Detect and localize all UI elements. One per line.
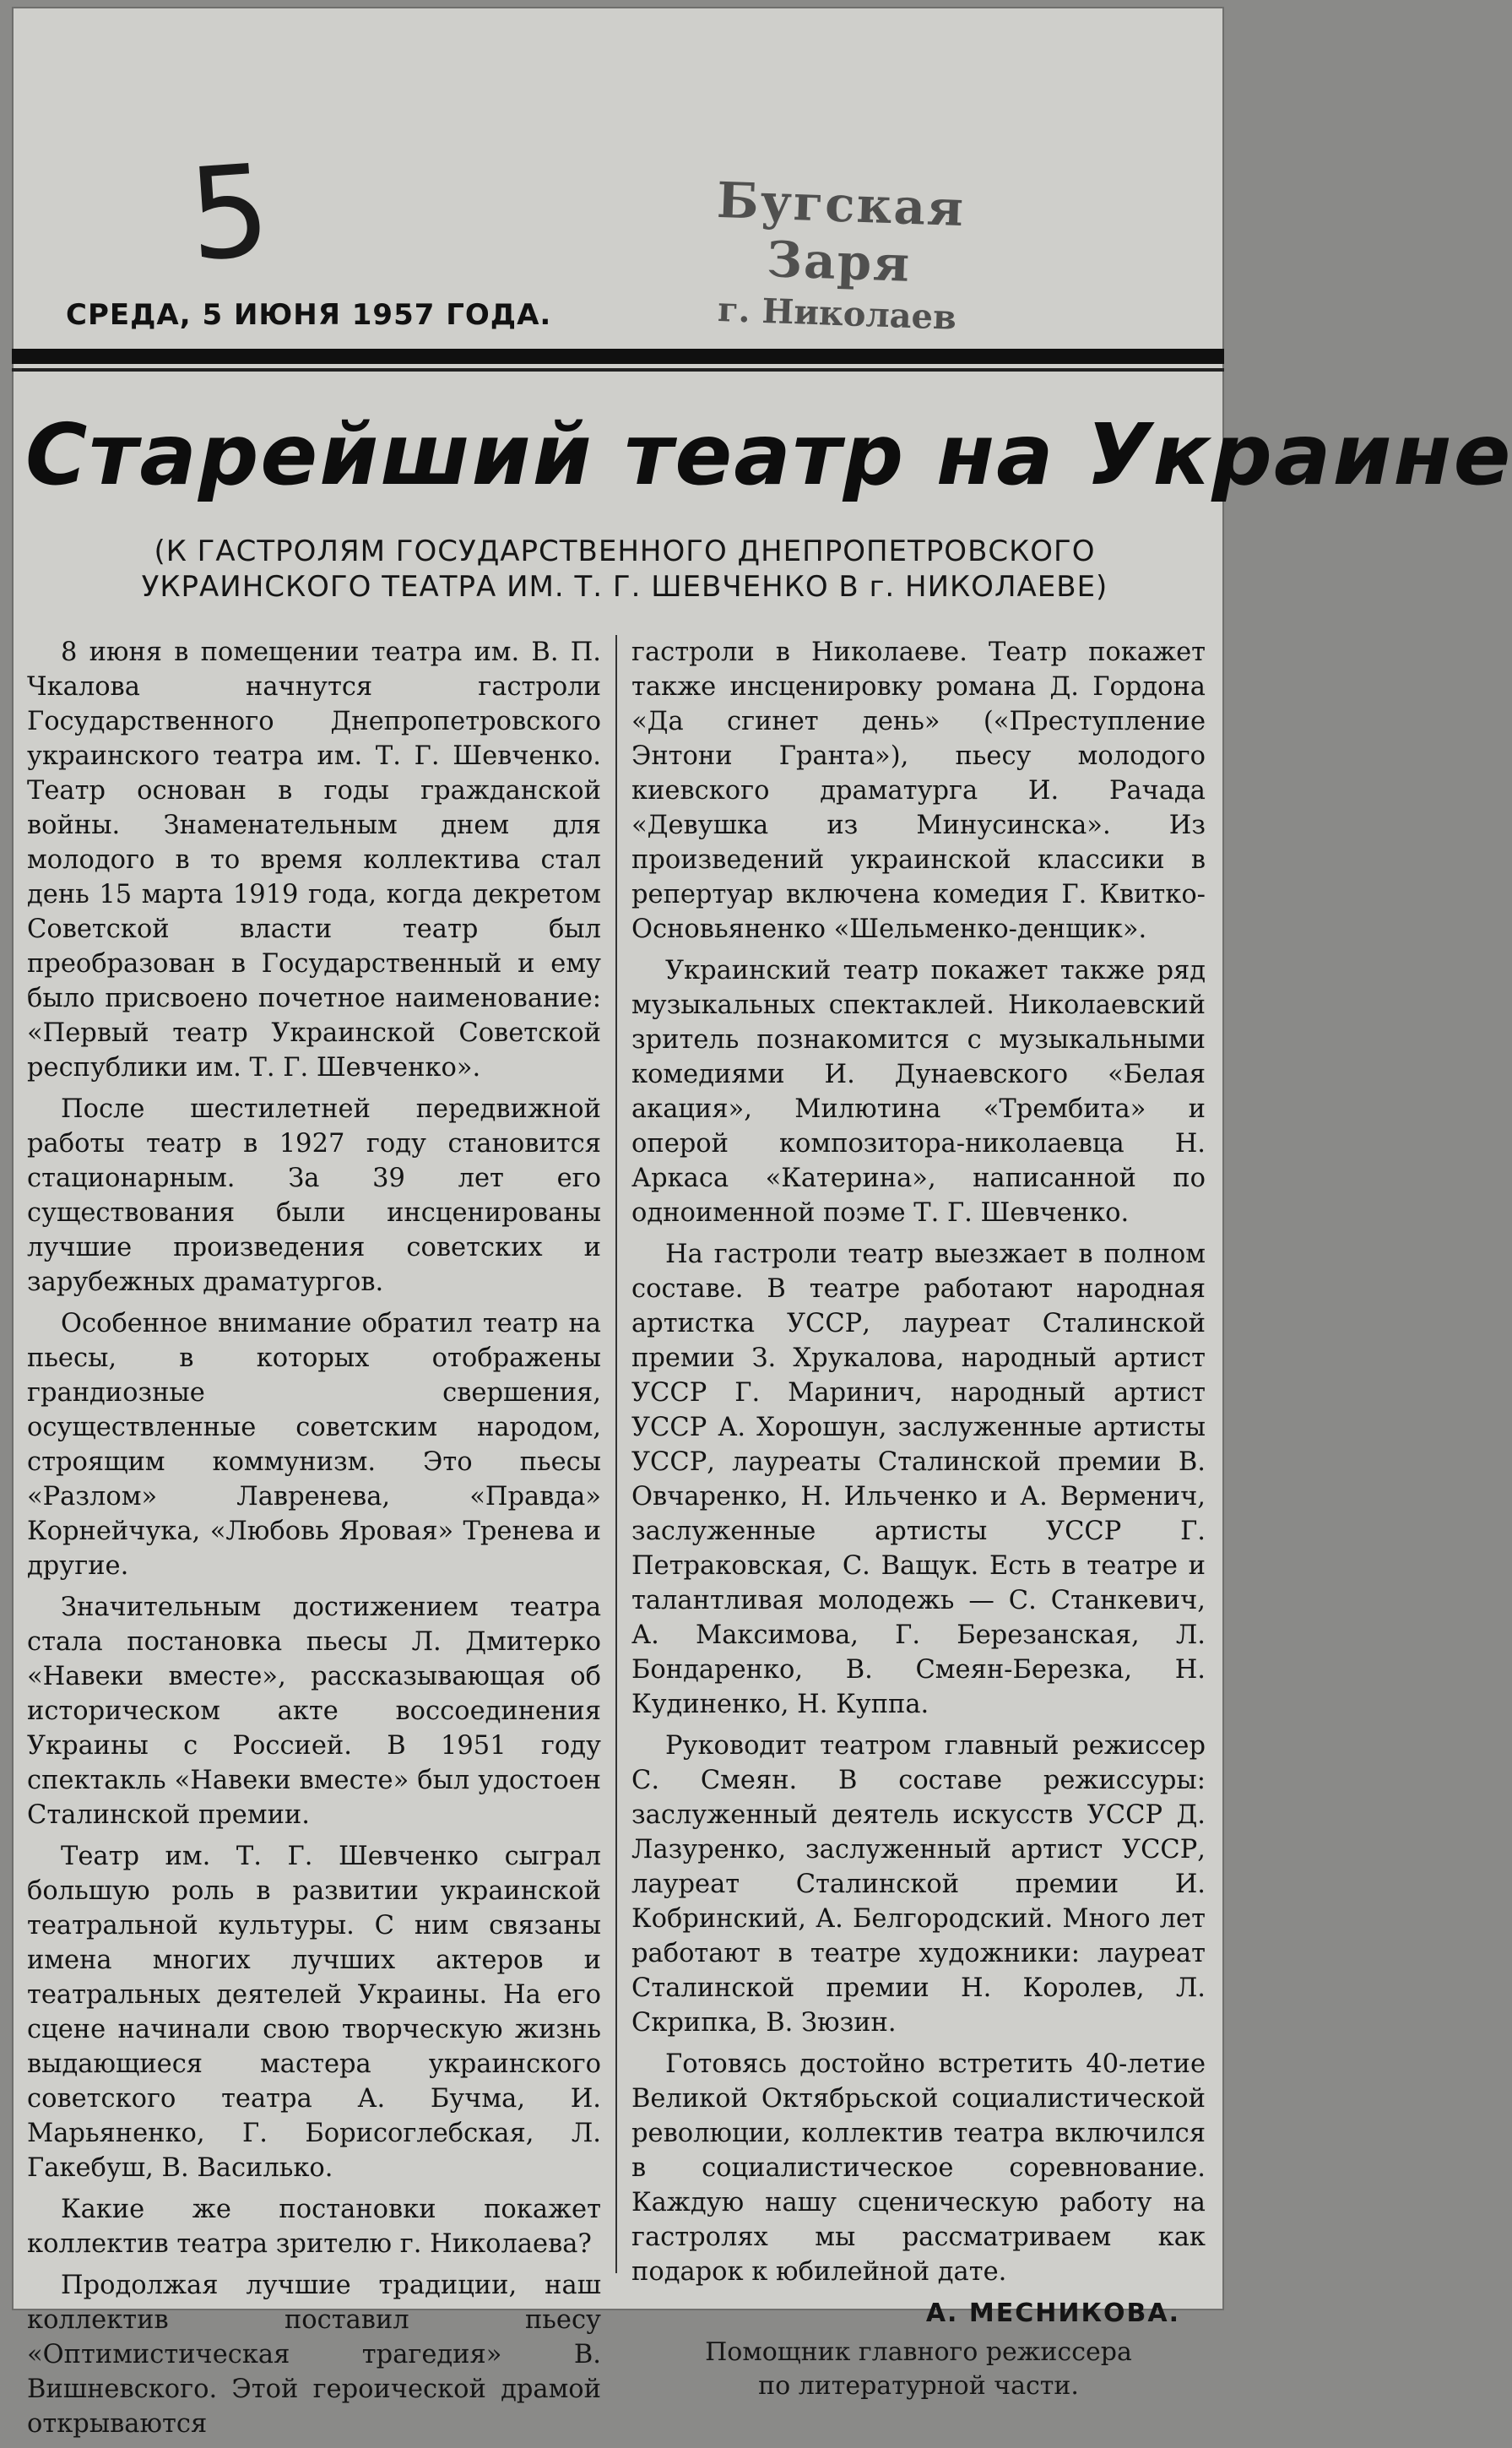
article-subheading	[51, 534, 1199, 605]
paragraph: Особенное внимание обратил театр на пьесы, в которых отображены грандиозные свершения, осуществленные советским народом, строящим коммунизм. Это пьесы «Разлом» Лавренева, «Правда» Корнейчука, «Любовь Яровая» Тренева и другие.	[27, 1309, 601, 1581]
subheading-line-2: УКРАИНСКОГО ТЕАТРА ИМ. Т. Г. ШЕВЧЕНКО В г. НИКОЛАЕВЕ)	[141, 570, 1108, 604]
article-column-right	[631, 635, 1206, 2403]
newspaper-stamp	[651, 169, 1027, 339]
paragraph: Руководит театром главный режиссер С. Смеян. В составе режиссуры: заслуженный деятель искусств УССР Д. Лазуренко, заслуженный артист УССР, лауреат Сталинской премии И. Кобринский, А. Белгородский. Много лет работают в театре художники: лауреат Сталинской премии Н. Королев, Л. Скрипка, В. Зюзин.	[631, 1731, 1206, 2038]
paragraph: После шестилетней передвижной работы театр в 1927 году становится стационарным. За 39 лет его существования были инсценированы лучшие произведения советских и зарубежных драматургов.	[27, 1094, 601, 1297]
paragraph: 8 июня в помещении театра им. В. П. Чкалова начнутся гастроли Государственного Днепропетровского украинского театра им. Т. Г. Шевченко. Театр основан в годы гражданской войны. Знаменательным днем для молодого в то время коллектива стал день 15 марта 1919 года, когда декретом Советской власти театр был преобразован в Государственный и ему было присвоено почетное наименование: «Первый театр Украинской Советской республики им. Т. Г. Шевченко».	[27, 638, 601, 1083]
author-role-line-1: Помощник главного режиссера	[705, 2337, 1132, 2367]
masthead-thick-rule	[12, 349, 1224, 364]
paragraph: Какие же постановки покажет коллектив театра зрителю г. Николаева?	[27, 2195, 601, 2259]
article-headline: Старейший театр на Украине	[25, 405, 1512, 504]
stamp-newspaper-name: Бугская Заря	[716, 171, 967, 293]
paragraph: Театр им. Т. Г. Шевченко сыграл большую роль в развитии украинской театральной культуры. С ним связаны имена многих лучших актеров и театральных деятелей Украины. На его сцене начинали свою творческую жизнь выдающиеся мастера украинского советского театра А. Бучма, И. Марьяненко, Г. Борисоглебская, Л. Гакебуш, В. Василько.	[27, 1842, 601, 2183]
paragraph: Готовясь достойно встретить 40-летие Великой Октябрьской социалистической революции, коллектив театра включился в социалистическое соревнование. Каждую нашу сценическую работу на гастролях мы рассматриваем как подарок к юбилейной дате.	[631, 2049, 1206, 2287]
issue-dateline: СРЕДА, 5 ИЮНЯ 1957 ГОДА.	[66, 298, 552, 332]
subheading-line-1: (К ГАСТРОЛЯМ ГОСУДАРСТВЕННОГО ДНЕПРОПЕТРОВСКОГО	[154, 535, 1096, 568]
author-role	[631, 2336, 1206, 2403]
paragraph: Продолжая лучшие традиции, наш коллектив поставил пьесу «Оптимистическая трагедия» В. Вишневского. Этой героической драмой открываются	[27, 2271, 601, 2439]
handwritten-page-number: 5	[184, 137, 275, 290]
masthead-thin-rule	[12, 368, 1224, 372]
paragraph: Украинский театр покажет также ряд музыкальных спектаклей. Николаевский зритель познакомится с музыкальными комедиями И. Дунаевского «Белая акация», Милютина «Трембита» и оперой композитора-николаевца Н. Аркаса «Катерина», написанной по одноименной поэме Т. Г. Шевченко.	[631, 956, 1206, 1228]
article-column-left	[27, 635, 601, 2448]
stamp-city: г. Николаев	[717, 290, 957, 338]
column-divider	[615, 635, 617, 2273]
paragraph: На гастроли театр выезжает в полном составе. В театре работают народная артистка УССР, лауреат Сталинской премии З. Хрукалова, народный артист УССР Г. Маринич, народный артист УССР А. Хорошун, заслуженные артисты УССР, лауреаты Сталинской премии В. Овчаренко, Н. Ильченко и А. Верменич, заслуженные артисты УССР Г. Петраковская, С. Ващук. Есть в театре и талантливая молодежь — С. Станкевич, А. Максимова, Г. Березанская, Л. Бондаренко, В. Смеян-Березка, Н. Кудиненко, Н. Куппа.	[631, 1240, 1206, 1719]
paragraph: Значительным достижением театра стала постановка пьесы Л. Дмитерко «Навеки вместе», рассказывающая об историческом акте воссоединения Украины с Россией. В 1951 году спектакль «Навеки вместе» был удостоен Сталинской премии.	[27, 1593, 601, 1830]
author-role-line-2: по литературной части.	[758, 2371, 1079, 2401]
article-author: А. МЕСНИКОВА.	[925, 2299, 1180, 2328]
paragraph: гастроли в Николаеве. Театр покажет также инсценировку романа Д. Гордона «Да сгинет день» («Преступление Энтони Гранта»), пьесу молодого киевского драматурга И. Рачада «Девушка из Минусинска». Из произведений украинской классики в репертуар включена комедия Г. Квитко-Основьяненко «Шельменко-денщик».	[631, 638, 1206, 944]
